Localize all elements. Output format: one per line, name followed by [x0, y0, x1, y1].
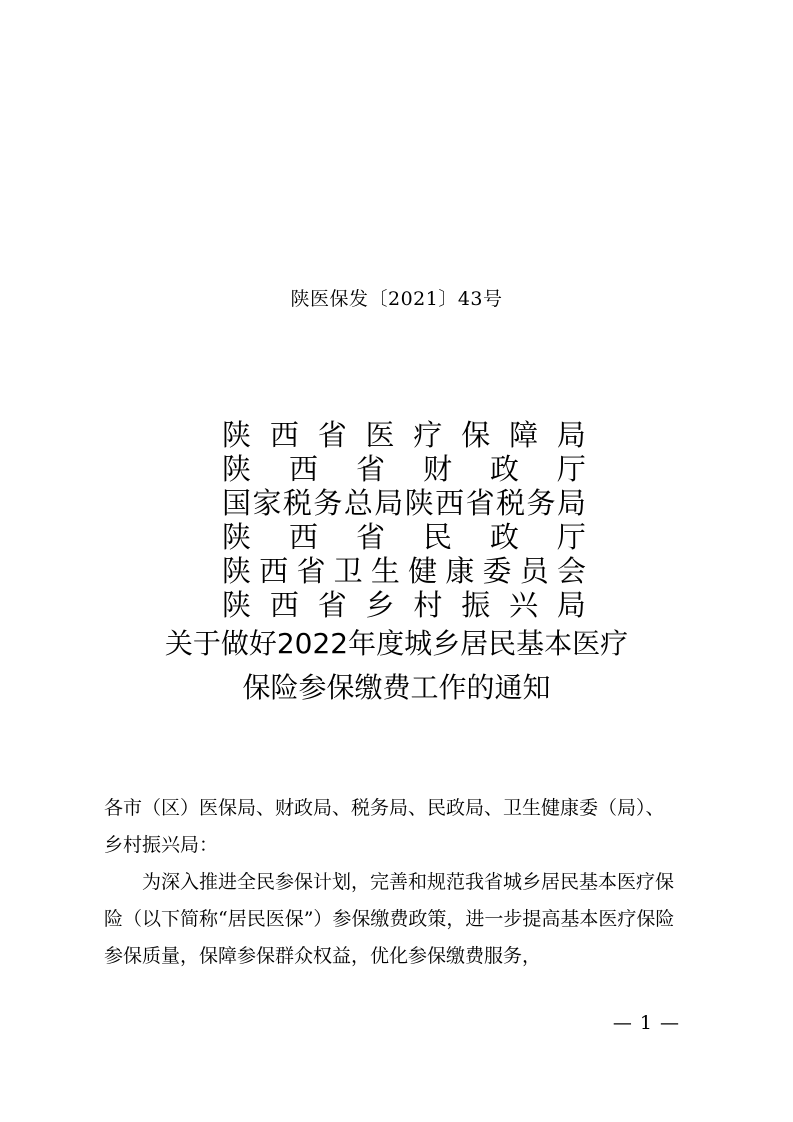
- document-title: [0, 622, 793, 710]
- agency-char: 务: [313, 486, 343, 520]
- agency-char: 税: [282, 486, 312, 520]
- document-number: 陕医保发〔2021〕43号: [290, 288, 503, 310]
- agency-char: 西: [259, 554, 289, 588]
- agency-char: 省: [317, 418, 347, 452]
- agency-char: 陕: [222, 418, 252, 452]
- agency-char: 陕: [222, 588, 252, 622]
- agency-char: 局: [556, 588, 586, 622]
- agency-char: 国: [222, 486, 252, 520]
- agency-char: 村: [413, 588, 443, 622]
- agency-name: [222, 418, 586, 452]
- agency-char: 税: [496, 486, 526, 520]
- agency-char: 务: [526, 486, 556, 520]
- agency-char: 省: [465, 486, 495, 520]
- agency-char: 康: [445, 554, 475, 588]
- agency-char: 卫: [333, 554, 363, 588]
- agency-char: 局: [556, 418, 586, 452]
- agency-char: 振: [461, 588, 491, 622]
- agency-char: 陕: [404, 486, 434, 520]
- agency-char: 财: [422, 452, 452, 486]
- agency-char: 政: [489, 520, 519, 554]
- title-line: 关于做好2022年度城乡居民基本医疗: [164, 627, 629, 660]
- addressee-line: 乡村振兴局：: [104, 834, 219, 856]
- agency-char: 陕: [222, 554, 252, 588]
- agency-char: 生: [370, 554, 400, 588]
- agency-char: 陕: [222, 520, 252, 554]
- agency-char: 省: [355, 520, 385, 554]
- agency-name: [222, 486, 586, 520]
- agency-char: 兴: [509, 588, 539, 622]
- agency-char: 西: [435, 486, 465, 520]
- agency-char: 省: [317, 588, 347, 622]
- agency-char: 西: [288, 520, 318, 554]
- agency-char: 局: [374, 486, 404, 520]
- agency-char: 员: [519, 554, 549, 588]
- agency-char: 医: [365, 418, 395, 452]
- addressee-line: 各市（区）医保局、财政局、税务局、民政局、卫生健康委（局）、: [104, 797, 665, 819]
- page-number: — 1 —: [612, 1012, 680, 1034]
- agency-char: 局: [556, 486, 586, 520]
- agency-char: 省: [355, 452, 385, 486]
- agency-char: 政: [489, 452, 519, 486]
- document-body: [104, 790, 690, 975]
- agency-char: 民: [422, 520, 452, 554]
- issuing-agencies: [222, 418, 586, 622]
- agency-char: 西: [269, 418, 299, 452]
- agency-name: [222, 554, 586, 588]
- agency-char: 疗: [413, 418, 443, 452]
- agency-char: 西: [269, 588, 299, 622]
- agency-char: 省: [296, 554, 326, 588]
- agency-name: [222, 452, 586, 486]
- agency-char: 障: [509, 418, 539, 452]
- title-line: 保险参保缴费工作的通知: [242, 671, 551, 704]
- agency-char: 保: [461, 418, 491, 452]
- agency-char: 西: [288, 452, 318, 486]
- agency-char: 乡: [365, 588, 395, 622]
- agency-char: 家: [252, 486, 282, 520]
- agency-char: 委: [482, 554, 512, 588]
- agency-char: 厅: [556, 452, 586, 486]
- addressee: [104, 790, 690, 864]
- agency-name: [222, 520, 586, 554]
- agency-char: 厅: [556, 520, 586, 554]
- agency-name: [222, 588, 586, 622]
- agency-char: 会: [556, 554, 586, 588]
- agency-char: 陕: [222, 452, 252, 486]
- agency-char: 健: [408, 554, 438, 588]
- body-paragraph: 为深入推进全民参保计划，完善和规范我省城乡居民基本医疗保险（以下简称“居民医保”）参保缴费政策，进一步提高基本医疗保险参保质量，保障参保群众权益，优化参保缴费服务，: [104, 871, 675, 967]
- agency-char: 总: [343, 486, 373, 520]
